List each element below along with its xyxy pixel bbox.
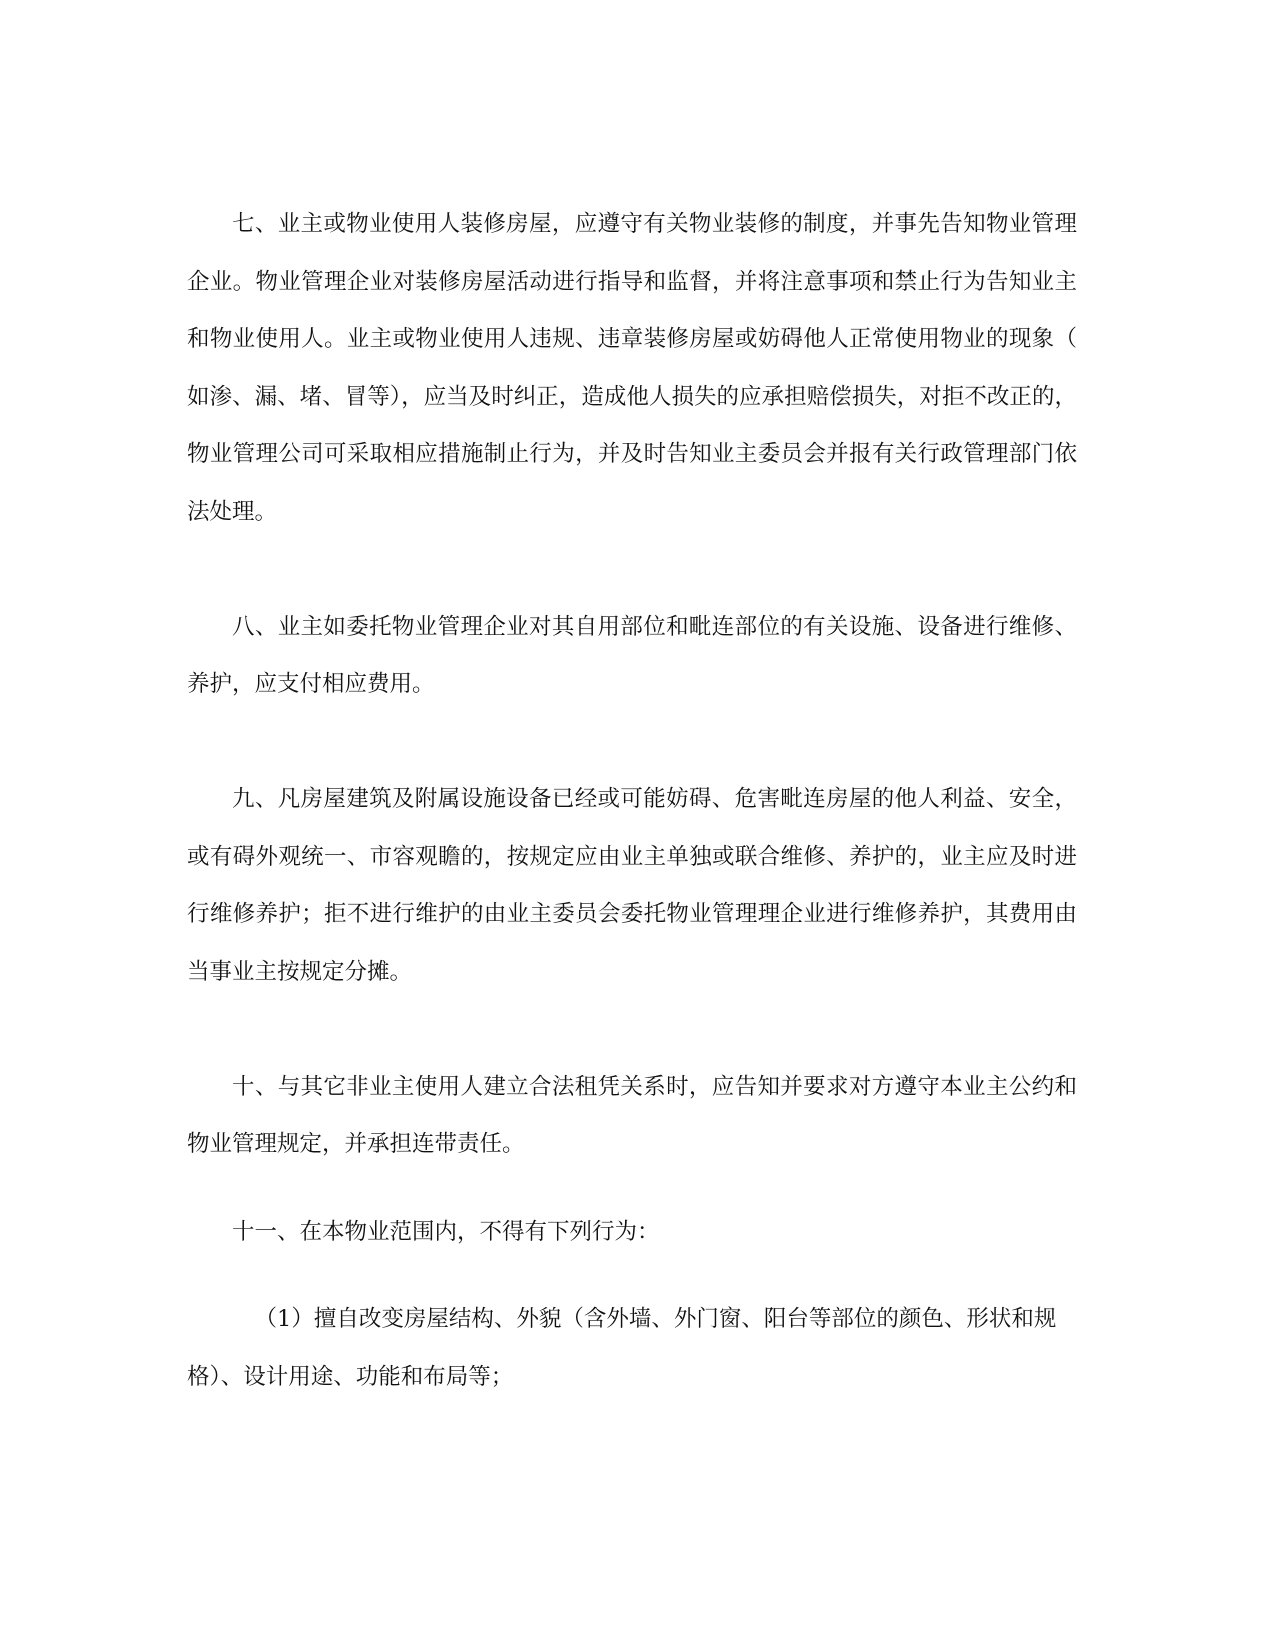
paragraph-7: 七、业主或物业使用人装修房屋，应遵守有关物业装修的制度，并事先告知物业管理企业。物业管理企业对装修房屋活动进行指导和监督，并将注意事项和禁止行为告知业主和物业使用人。业主或物业使用人违规、违章装修房屋或妨碍他人正常使用物业的现象（如渗、漏、堵、冒等），应当及时纠正，造成他人损失的应承担赔偿损失，对拒不改正的，物业管理公司可采取相应措施制止行为，并及时告知业主委员会并报有关行政管理部门依法处理。	[187, 211, 1077, 525]
paragraph-8: 八、业主如委托物业管理企业对其自用部位和毗连部位的有关设施、设备进行维修、养护，应支付相应费用。	[187, 613, 1077, 697]
paragraph-11: 十一、在本物业范围内，不得有下列行为：	[232, 1218, 660, 1245]
paragraph-9: 九、凡房屋建筑及附属设施设备已经或可能妨碍、危害毗连房屋的他人利益、安全，或有碍外观统一、市容观瞻的，按规定应由业主单独或联合维修、养护的，业主应及时进行维修养护；拒不进行维护的由业主委员会委托物业管理理企业进行维修养护，其费用由当事业主按规定分摊。	[187, 786, 1077, 985]
paragraph-10: 十、与其它非业主使用人建立合法租凭关系时，应告知并要求对方遵守本业主公约和物业管理规定，并承担连带责任。	[187, 1073, 1077, 1157]
document-body	[187, 196, 1077, 1406]
paragraph-11-item-1: （1）擅自改变房屋结构、外貌（含外墙、外门窗、阳台等部位的颜色、形状和规格）、设计用途、功能和布局等；	[187, 1306, 1057, 1390]
